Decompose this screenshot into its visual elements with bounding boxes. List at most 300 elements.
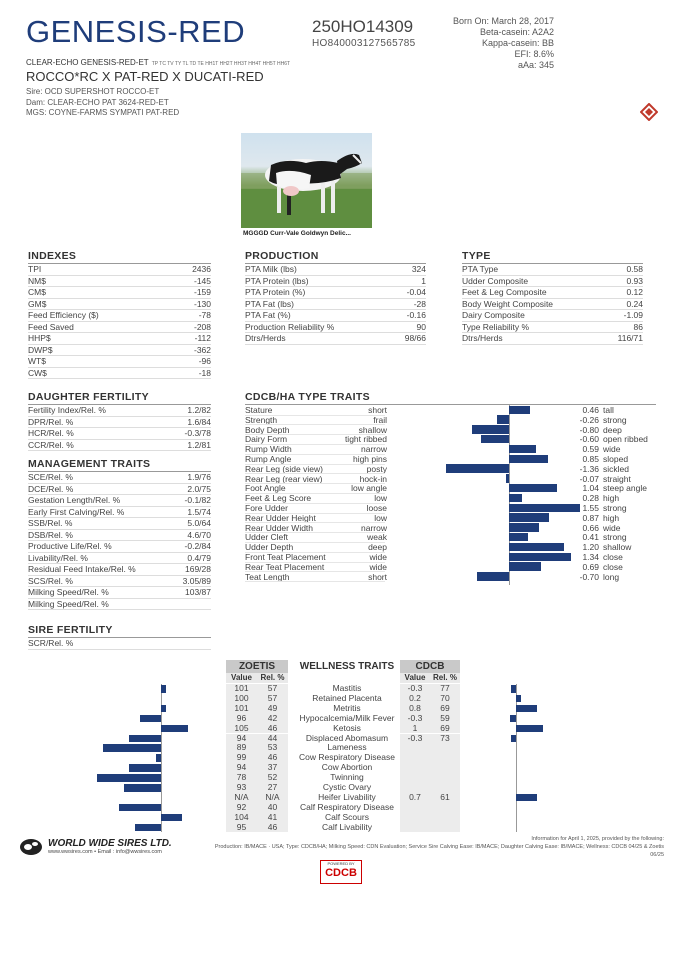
cdcb-rel-hdr: Rel. % bbox=[430, 673, 460, 683]
row-value: -0.16 bbox=[406, 310, 426, 320]
trait-high-label: wide bbox=[603, 444, 621, 455]
trait-name: Strength bbox=[245, 414, 278, 425]
cdcb-type-chart bbox=[245, 405, 656, 590]
trait-bar bbox=[509, 562, 541, 571]
zoetis-bar bbox=[161, 705, 166, 713]
cdcb-type-section bbox=[245, 391, 656, 582]
management-title: MANAGEMENT TRAITS bbox=[28, 458, 211, 472]
table-row bbox=[28, 310, 211, 322]
zoetis-bar bbox=[129, 735, 161, 743]
trait-bar bbox=[509, 406, 530, 415]
cow-photo bbox=[241, 133, 372, 228]
row-label: Dtrs/Herds bbox=[462, 333, 503, 343]
production-table bbox=[245, 264, 426, 345]
row-label: PTA Fat (lbs) bbox=[245, 298, 294, 309]
zoetis-value: 89 bbox=[226, 743, 257, 753]
wellness-trait: Calf Respiratory Disease bbox=[299, 801, 394, 812]
trait-low-label: loose bbox=[366, 503, 387, 513]
row-value: 1.6/84 bbox=[187, 416, 211, 427]
trait-value: 0.59 bbox=[582, 444, 599, 455]
row-value: -78 bbox=[198, 310, 211, 320]
table-row bbox=[28, 405, 211, 417]
trait-name: Rear Teat Placement bbox=[245, 561, 325, 572]
table-row bbox=[28, 518, 211, 530]
cdcb-rel: 73 bbox=[430, 734, 460, 744]
cdcb-type-title: CDCB/HA TYPE TRAITS bbox=[245, 391, 656, 405]
row-label: PTA Fat (%) bbox=[245, 310, 291, 320]
row-label: Early First Calving/Rel. % bbox=[28, 506, 125, 517]
zoetis-value: 95 bbox=[226, 823, 257, 833]
trait-high-label: straight bbox=[603, 473, 631, 484]
row-label: DCE/Rel. % bbox=[28, 483, 74, 494]
cdcb-rel: 70 bbox=[430, 694, 460, 704]
row-value: 1 bbox=[421, 275, 426, 286]
zoetis-rel: 49 bbox=[257, 704, 288, 714]
cdcb-rel: 69 bbox=[430, 724, 460, 734]
row-label: Productive Life/Rel. % bbox=[28, 541, 112, 551]
footer-date: 06/25 bbox=[650, 852, 664, 858]
table-row bbox=[462, 299, 643, 311]
trait-high-label: steep angle bbox=[603, 483, 647, 494]
row-label: Livability/Rel. % bbox=[28, 552, 88, 563]
trait-high-label: shallow bbox=[603, 542, 632, 553]
row-label: Fertility Index/Rel. % bbox=[28, 405, 106, 415]
cdcb-rel bbox=[430, 773, 460, 783]
row-label: Body Weight Composite bbox=[462, 298, 554, 309]
wellness-trait: Mastitis bbox=[332, 683, 362, 693]
trait-value: 0.46 bbox=[582, 405, 599, 415]
trait-low-label: wide bbox=[369, 552, 387, 562]
info-line: Information for April 1, 2025, provided by the following: bbox=[531, 836, 664, 842]
zoetis-rel: 57 bbox=[257, 694, 288, 704]
table-row bbox=[462, 333, 643, 345]
zoetis-header: ZOETIS bbox=[226, 660, 288, 673]
wellness-trait: Metritis bbox=[333, 702, 361, 713]
wellness-trait: Displaced Abomasum bbox=[305, 732, 389, 743]
zoetis-value: 100 bbox=[226, 694, 257, 704]
trait-name: Udder Depth bbox=[245, 542, 294, 553]
indexes-section bbox=[28, 250, 211, 379]
zoetis-value: 99 bbox=[226, 753, 257, 763]
zoetis-rel: 41 bbox=[257, 813, 288, 823]
cdcb-value-hdr: Value bbox=[400, 673, 430, 683]
trait-value: 0.69 bbox=[582, 561, 599, 572]
table-row bbox=[462, 310, 643, 322]
row-label: HCR/Rel. % bbox=[28, 428, 74, 438]
trait-bar bbox=[509, 533, 528, 542]
table-row bbox=[28, 417, 211, 429]
row-label: PTA Milk (lbs) bbox=[245, 264, 297, 274]
zoetis-rel: 46 bbox=[257, 753, 288, 763]
row-value: -96 bbox=[198, 356, 211, 366]
trait-high-label: sloped bbox=[603, 454, 629, 464]
cdcb-rel: 59 bbox=[430, 714, 460, 724]
table-row bbox=[28, 638, 211, 650]
trait-value: 1.04 bbox=[582, 483, 599, 494]
trait-bar bbox=[477, 572, 509, 581]
zoetis-rel: 57 bbox=[257, 684, 288, 694]
row-value: -18 bbox=[198, 367, 211, 378]
table-row bbox=[28, 599, 211, 611]
world-wide-sires-logo bbox=[18, 835, 172, 857]
cdcb-wellness-bar bbox=[516, 794, 537, 802]
row-label: HHP$ bbox=[28, 333, 51, 343]
mgs-line: MGS: COYNE-FARMS SYMPATI PAT-RED bbox=[26, 108, 180, 117]
trait-high-label: sickled bbox=[603, 463, 629, 474]
trait-name: Feet & Leg Score bbox=[245, 493, 312, 504]
row-label: TPI bbox=[28, 264, 42, 274]
trait-bar bbox=[509, 455, 548, 464]
table-row bbox=[28, 368, 211, 380]
trait-name: Rear Udder Width bbox=[245, 522, 314, 533]
trait-bar bbox=[509, 523, 539, 532]
row-value: 324 bbox=[411, 264, 426, 274]
cdcb-rel bbox=[430, 813, 460, 823]
wellness-trait: Calf Livability bbox=[321, 821, 373, 832]
type-section bbox=[462, 250, 643, 345]
trait-high-label: high bbox=[603, 512, 620, 523]
sire-fertility-title: SIRE FERTILITY bbox=[28, 624, 211, 638]
daughter-fertility-title: DAUGHTER FERTILITY bbox=[28, 391, 211, 405]
row-label: Dtrs/Herds bbox=[245, 333, 286, 343]
production-title: PRODUCTION bbox=[245, 250, 426, 264]
trait-bar bbox=[509, 494, 522, 503]
footer-info bbox=[215, 835, 664, 859]
cdcb-value: 1 bbox=[400, 724, 430, 734]
dam-line: Dam: CLEAR-ECHO PAT 3624-RED-ET bbox=[26, 97, 169, 107]
cow-logo-icon bbox=[18, 835, 44, 857]
aaa: aAa: 345 bbox=[517, 60, 554, 70]
red-diamond-logo-icon bbox=[640, 103, 658, 121]
table-row bbox=[28, 541, 211, 553]
zoetis-bar bbox=[140, 715, 161, 723]
table-row bbox=[28, 264, 211, 276]
trait-high-label: strong bbox=[603, 532, 627, 543]
row-value: 90 bbox=[416, 321, 426, 332]
trait-value: -0.80 bbox=[579, 424, 599, 435]
zoetis-value: 96 bbox=[226, 714, 257, 724]
wellness-trait: Cystic Ovary bbox=[322, 782, 372, 792]
row-label: SSB/Rel. % bbox=[28, 518, 73, 528]
trait-bar bbox=[506, 474, 509, 483]
row-label: NM$ bbox=[28, 275, 46, 286]
row-value: 0.93 bbox=[626, 275, 643, 286]
row-label: Production Reliability % bbox=[245, 321, 335, 332]
row-value: -0.04 bbox=[406, 287, 426, 297]
cdcb-value bbox=[400, 823, 430, 833]
zoetis-bar bbox=[161, 725, 188, 733]
row-value: 0.58 bbox=[626, 264, 643, 274]
table-row bbox=[245, 299, 426, 311]
table-row bbox=[462, 264, 643, 276]
cdcb-rel bbox=[430, 823, 460, 833]
table-row bbox=[28, 356, 211, 368]
zoetis-rel-hdr: Rel. % bbox=[257, 673, 288, 683]
zoetis-value: 92 bbox=[226, 803, 257, 813]
table-row bbox=[245, 310, 426, 322]
trait-low-label: low bbox=[374, 493, 387, 504]
zoetis-value: 94 bbox=[226, 734, 257, 744]
zoetis-value: 105 bbox=[226, 724, 257, 734]
row-label: DWP$ bbox=[28, 344, 53, 355]
row-value: 0.24 bbox=[626, 298, 643, 309]
row-divider bbox=[245, 581, 385, 582]
cdcb-wellness-bar bbox=[510, 715, 516, 723]
zoetis-bar bbox=[97, 774, 161, 782]
cdcb-wellness-bar bbox=[516, 705, 537, 713]
trait-value: -0.60 bbox=[579, 434, 599, 445]
beta-casein: Beta-casein: A2A2 bbox=[479, 27, 554, 37]
trait-name: Rear Udder Height bbox=[245, 512, 316, 523]
row-label: Residual Feed Intake/Rel. % bbox=[28, 564, 136, 574]
cdcb-rel: 77 bbox=[430, 684, 460, 694]
cdcb-wellness-bar bbox=[511, 735, 516, 743]
row-label: Milking Speed/Rel. % bbox=[28, 598, 109, 609]
zoetis-bar bbox=[124, 784, 161, 792]
row-value: 2.0/75 bbox=[187, 483, 211, 494]
row-value: -0.1/82 bbox=[184, 495, 211, 505]
trait-low-label: narrow bbox=[361, 522, 387, 533]
cdcb-value bbox=[400, 743, 430, 753]
row-value: 1.5/74 bbox=[187, 506, 211, 517]
trait-value: 0.66 bbox=[582, 522, 599, 533]
zoetis-bar bbox=[156, 754, 161, 762]
table-row bbox=[28, 333, 211, 345]
row-label: DSB/Rel. % bbox=[28, 529, 73, 540]
wellness-trait: Cow Abortion bbox=[321, 762, 373, 773]
trait-value: -0.07 bbox=[579, 473, 599, 484]
row-label: Dairy Composite bbox=[462, 310, 525, 320]
zoetis-value: 101 bbox=[226, 684, 257, 694]
row-value: 1.9/76 bbox=[187, 472, 211, 482]
table-row bbox=[28, 440, 211, 452]
row-value: 0.12 bbox=[626, 287, 643, 297]
trait-low-label: short bbox=[368, 405, 387, 415]
trait-name: Dairy Form bbox=[245, 434, 288, 445]
wellness-title: WELLNESS TRAITS bbox=[299, 661, 395, 672]
photo-caption: MGGGD Curr-Vale Goldwyn Delic... bbox=[243, 230, 351, 237]
row-label: PTA Protein (lbs) bbox=[245, 275, 309, 286]
table-row bbox=[245, 333, 426, 345]
row-value: 1.2/81 bbox=[187, 439, 211, 450]
table-row bbox=[245, 276, 426, 288]
trait-high-label: long bbox=[603, 571, 620, 582]
trait-value: 1.34 bbox=[582, 552, 599, 562]
trait-name: Front Teat Placement bbox=[245, 552, 326, 562]
cdcb-wellness-bar bbox=[516, 725, 543, 733]
trait-name: Stature bbox=[245, 405, 273, 415]
efi: EFI: 8.6% bbox=[514, 49, 554, 59]
cdcb-value: -0.3 bbox=[400, 684, 430, 694]
row-value: -130 bbox=[193, 298, 211, 309]
sources-line: Production: IB/MACE · USA; Type: CDCB/HA; Milking Speed: CDN Evaluation; Service Sire Calving Ease: IB/MACE; Daughter Calving Ease: IB/MACE; Wellness: CDCB 04/25 & Zoetis bbox=[214, 844, 664, 850]
trait-low-label: high pins bbox=[352, 454, 387, 464]
zoetis-bar bbox=[135, 824, 162, 832]
table-row bbox=[28, 276, 211, 288]
zoetis-bar bbox=[161, 814, 182, 822]
trait-high-label: strong bbox=[603, 503, 627, 513]
cdcb-logo-text: CDCB bbox=[325, 867, 357, 879]
trait-low-label: low bbox=[374, 512, 387, 523]
row-label: SCR/Rel. % bbox=[28, 638, 74, 648]
row-value: -28 bbox=[413, 298, 426, 309]
table-row bbox=[28, 287, 211, 299]
cdcb-value bbox=[400, 753, 430, 763]
table-row bbox=[28, 553, 211, 565]
cdcb-wellness-header: CDCB bbox=[400, 660, 460, 673]
row-label: Gestation Length/Rel. % bbox=[28, 495, 121, 505]
row-label: Feed Efficiency ($) bbox=[28, 310, 99, 320]
zoetis-rel: 52 bbox=[257, 773, 288, 783]
row-label: SCS/Rel. % bbox=[28, 575, 73, 586]
trait-high-label: wide bbox=[603, 522, 621, 533]
row-label: CW$ bbox=[28, 367, 47, 378]
trait-name: Foot Angle bbox=[245, 483, 286, 494]
row-label: Type Reliability % bbox=[462, 321, 530, 332]
row-label: Feed Saved bbox=[28, 321, 74, 332]
production-section bbox=[245, 250, 426, 345]
company-name: WORLD WIDE SIRES LTD. bbox=[48, 837, 172, 849]
row-label: DPR/Rel. % bbox=[28, 416, 74, 427]
brand-name: GENESIS-RED bbox=[26, 14, 246, 49]
registration-id: HO840003127565785 bbox=[312, 38, 416, 49]
trait-low-label: tight ribbed bbox=[344, 434, 387, 445]
type-title: TYPE bbox=[462, 250, 643, 264]
zoetis-rel: 40 bbox=[257, 803, 288, 813]
row-value: 4.6/70 bbox=[187, 529, 211, 540]
daughter-fertility-table bbox=[28, 405, 211, 451]
row-label: CM$ bbox=[28, 287, 46, 297]
trait-low-label: posty bbox=[366, 463, 387, 474]
wellness-trait: Ketosis bbox=[333, 722, 361, 733]
trait-name: Udder Cleft bbox=[245, 532, 288, 543]
daughter-fertility-section bbox=[28, 391, 211, 451]
zoetis-rel: 46 bbox=[257, 724, 288, 734]
zoetis-value: 93 bbox=[226, 783, 257, 793]
trait-low-label: deep bbox=[368, 542, 387, 553]
trait-low-label: weak bbox=[367, 532, 387, 543]
row-value: -362 bbox=[193, 344, 211, 355]
trait-bar bbox=[509, 504, 580, 513]
trait-name: Fore Udder bbox=[245, 503, 288, 513]
cdcb-value bbox=[400, 803, 430, 813]
trait-value: -0.26 bbox=[579, 414, 599, 425]
zoetis-bar bbox=[119, 804, 161, 812]
row-value: -0.2/84 bbox=[184, 541, 211, 551]
zoetis-rel: 42 bbox=[257, 714, 288, 724]
trait-value: 0.28 bbox=[582, 493, 599, 504]
zoetis-value: 101 bbox=[226, 704, 257, 714]
table-row bbox=[245, 322, 426, 334]
born-date: Born On: March 28, 2017 bbox=[452, 16, 554, 26]
pedigree: ROCCO*RC X PAT-RED X DUCATI-RED bbox=[26, 69, 264, 84]
trait-high-label: open ribbed bbox=[603, 434, 648, 445]
wellness-trait: Calf Scours bbox=[325, 811, 369, 822]
table-row bbox=[462, 287, 643, 299]
zoetis-value: 78 bbox=[226, 773, 257, 783]
wellness-trait: Twinning bbox=[330, 772, 364, 783]
trait-name: Rear Leg (rear view) bbox=[245, 473, 323, 484]
trait-low-label: frail bbox=[373, 414, 387, 425]
trait-name: Body Depth bbox=[245, 424, 290, 435]
table-row bbox=[245, 287, 426, 299]
row-value: 0.4/79 bbox=[187, 552, 211, 563]
trait-value: 0.41 bbox=[582, 532, 599, 543]
zoetis-rel: 27 bbox=[257, 783, 288, 793]
table-row bbox=[28, 345, 211, 357]
powered-by-cdcb-logo bbox=[320, 860, 362, 884]
row-value: 98/66 bbox=[404, 333, 426, 343]
wellness-trait: Hypocalcemia/Milk Fever bbox=[299, 712, 395, 723]
table-row bbox=[28, 576, 211, 588]
trait-name: Rear Leg (side view) bbox=[245, 463, 323, 474]
wellness-trait: Cow Respiratory Disease bbox=[299, 752, 395, 763]
cdcb-rel bbox=[430, 803, 460, 813]
zoetis-bar bbox=[161, 685, 166, 693]
zoetis-bar bbox=[103, 744, 161, 752]
row-value: -112 bbox=[194, 333, 211, 343]
trait-bar bbox=[497, 415, 509, 424]
type-table bbox=[462, 264, 643, 345]
cdcb-rel bbox=[430, 753, 460, 763]
row-value: -145 bbox=[193, 275, 211, 286]
trait-low-label: narrow bbox=[361, 444, 387, 455]
sire-info bbox=[26, 87, 179, 119]
trait-value: 1.20 bbox=[582, 542, 599, 553]
trait-high-label: high bbox=[603, 493, 620, 504]
row-value: 103/87 bbox=[185, 587, 211, 597]
sire-fertility-table bbox=[28, 638, 211, 650]
cdcb-value: 0.8 bbox=[400, 704, 430, 714]
cdcb-rel bbox=[430, 763, 460, 773]
zoetis-bar bbox=[129, 764, 161, 772]
trait-name: Teat Length bbox=[245, 571, 290, 582]
trait-name: Rump Angle bbox=[245, 454, 292, 464]
registered-name bbox=[26, 58, 290, 67]
cdcb-value: -0.3 bbox=[400, 734, 430, 744]
trait-bar bbox=[509, 553, 571, 562]
zoetis-value-hdr: Value bbox=[226, 673, 257, 683]
zoetis-value: N/A bbox=[226, 793, 257, 803]
row-label: GM$ bbox=[28, 298, 47, 309]
management-section bbox=[28, 458, 211, 610]
cdcb-rel bbox=[430, 743, 460, 753]
trait-low-label: shallow bbox=[358, 424, 387, 435]
cdcb-rel: 69 bbox=[430, 704, 460, 714]
table-row bbox=[28, 495, 211, 507]
bull-code: 250HO14309 bbox=[312, 17, 414, 36]
table-row bbox=[28, 472, 211, 484]
trait-value: -0.70 bbox=[579, 571, 599, 582]
indexes-title: INDEXES bbox=[28, 250, 211, 264]
zoetis-value: 94 bbox=[226, 763, 257, 773]
zoetis-rel: 53 bbox=[257, 743, 288, 753]
trait-low-label: short bbox=[368, 571, 387, 582]
trait-bar bbox=[472, 425, 509, 434]
registered-codes: TP TC TV TY TL TD TE HH1T HH2T HH3T HH4T HH5T HH6T bbox=[151, 61, 291, 67]
management-table bbox=[28, 472, 211, 610]
row-value: -159 bbox=[193, 287, 211, 297]
trait-value: -1.36 bbox=[579, 463, 599, 474]
table-row bbox=[28, 564, 211, 576]
row-value: 5.0/64 bbox=[187, 518, 211, 528]
trait-high-label: close bbox=[603, 552, 623, 562]
row-label: PTA Type bbox=[462, 264, 499, 274]
sire-fertility-section bbox=[28, 624, 211, 650]
row-label: Milking Speed/Rel. % bbox=[28, 587, 109, 597]
table-row bbox=[462, 322, 643, 334]
cdcb-value: -0.3 bbox=[400, 714, 430, 724]
